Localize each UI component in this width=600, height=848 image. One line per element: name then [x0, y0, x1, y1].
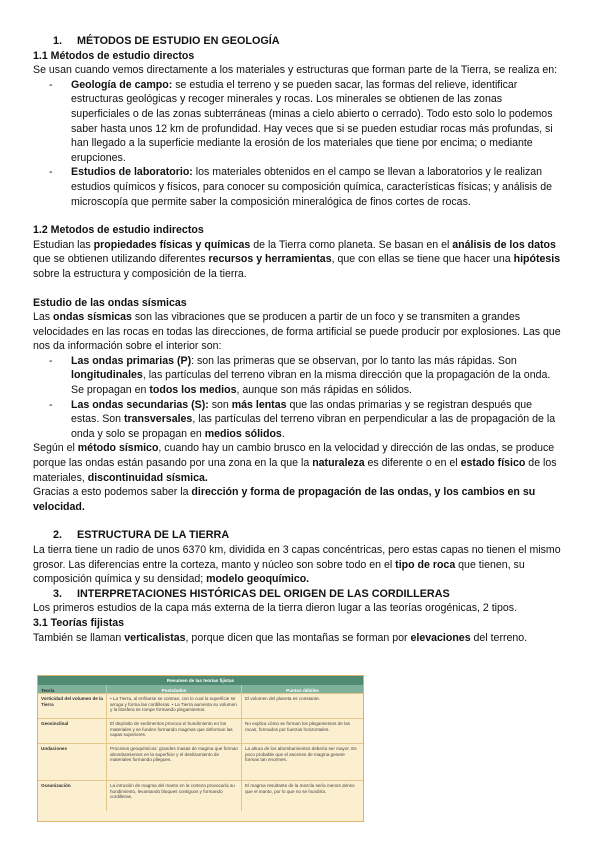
table-cell: El depósito de sedimentos provoca el hundimiento en los materiales y se funden formando magmas que deforman las capas superiores. [106, 719, 241, 743]
paragraph-fijistas: También se llaman verticalistas, porque dicen que las montañas se forman por elevaciones del terreno. [33, 631, 528, 644]
table-caption: Resumen de las teorías fijistas [38, 676, 363, 685]
section-3-heading: 3. INTERPRETACIONES HISTÓRICAS DEL ORIGEN DE LAS CORDILLERAS [53, 587, 450, 600]
waves-list [33, 354, 563, 442]
paragraph-interpretaciones: Los primeros estudios de la capa más externa de la tierra dieron lugar a las teorías orogénicas, 2 tipos. [33, 602, 518, 615]
paragraph-ondas: Las ondas sísmicas son las vibraciones que se producen a partir de un foco y se transmiten a grandes velocidades en las rocas en todas las direcciones, de forma artificial se puede producir por explosiones. Las que nos da información sobre el interior son: [33, 311, 561, 353]
table-cell: Oceanización [41, 783, 71, 788]
table-row [38, 780, 363, 811]
fijistas-summary-table [37, 675, 364, 822]
table-cell: La altura de los abombamientos debería ser mayor. Es poco probable que el ascenso de magma genere formas tan enormes. [241, 744, 363, 780]
item-text: los materiales obtenidos en el campo se llevan a laboratorios y le realizan estudios químicos y físicos, para conocer su composición química, características físicas; y análisis de microscopía que permite saber la composición mineralógica de finos cortes de rocas. [71, 166, 553, 208]
list-item-laboratorio [71, 165, 563, 209]
direct-methods-list [33, 78, 563, 209]
section-number: 1. [53, 35, 63, 47]
table-cell: La intrusión de magma del manto en la corteza provocaría su hundimiento, levantando bloques contiguos y formando cordilleras. [106, 781, 241, 811]
section-1-heading [33, 34, 563, 49]
list-item-primarias: - Las ondas primarias (P): son las primeras que se observan, por lo tanto las más rápidas. Son longitudinales, las partículas del terreno vibran en la misma dirección que la propagación de la onda. Se propagan en todos los medios, aunque son más rápidas en sólidos. [71, 354, 563, 398]
table-header-cell: Teoría [41, 688, 55, 693]
subsection-1-1-heading: 1.1 Métodos de estudio directos [33, 49, 195, 62]
section-2-heading: 2. ESTRUCTURA DE LA TIERRA [53, 529, 230, 542]
bold-label: Estudios de laboratorio: [71, 166, 193, 179]
subsection-1-2-heading: 1.2 Metodos de estudio indirectos [33, 224, 204, 237]
table-cell: Procesos geoquímicos: grandes masas de magma que forman abombamientos en la superficie y el deslizamiento de materiales formando pliegues. [106, 744, 241, 780]
paragraph-metodo-sismico: Según el método sísmico, cuando hay un cambio brusco en la velocidad y dirección de las ondas, se produce porque las ondas están pasando por una zona en la que la naturaleza es diferente o en el estado físico de los materiales, discontinuidad sísmica. [33, 442, 557, 484]
item-text: se estudia el terreno y se pueden sacar, las formas del relieve, identificar estructuras geológicas y recoger minerales y rocas. Los minerales se obtienen de las zonas superficiales o de las zonas subterráneas (minas a cielo abierto o cerrado). Todo esto solo lo podemos saber hasta unos 12 km de profundidad. Hay veces que si se pueden estudiar rocas más profundas, si han llegado a la superficie mediante la erosión de los materiales que tiene por encima; o mediante erupciones. [71, 78, 553, 164]
section-title: MÉTODOS DE ESTUDIO EN GEOLOGÍA [77, 35, 280, 47]
table-cell: El magma resultante de la mezcla sería menos denso que el manto, por lo que no se hundiría. [241, 781, 363, 811]
document-page [33, 34, 563, 645]
list-item-campo [71, 78, 563, 166]
paragraph-indirect: Estudian las propiedades físicas y químicas de la Tierra como planeta. Se basan en el análisis de los datos que se obtienen utilizando diferentes recursos y herramientas, que con ellas se tiene que hacer una hipótesis sobre la estructura y composición de la tierra. [33, 238, 561, 280]
table-cell: Undaciones [41, 746, 68, 751]
paragraph-estructura: La tierra tiene un radio de unos 6370 km, dividida en 3 capas concéntricas, pero estas capas no tienen el mismo grosor. Las diferencias entre la corteza, manto y núcleo son sobre todo en el tipo de roca que tienen, su composición química y su densidad; modelo geoquímico. [33, 544, 561, 586]
table-header-row [38, 685, 363, 693]
bold-label: Geología de campo: [71, 78, 173, 91]
paragraph-gracias: Gracias a esto podemos saber la dirección y forma de propagación de las ondas, y los cambios en su velocidad. [33, 486, 536, 513]
ondas-heading: Estudio de las ondas sísmicas [33, 296, 187, 309]
table-cell: Vorticidad del volumen de la Tierra [41, 696, 103, 707]
subsection-3-1-heading: 3.1 Teorías fijistas [33, 616, 125, 629]
table-row [38, 743, 363, 780]
table-cell: • La Tierra, al enfriarse se contrae, con lo cual la superficie se arruga y forma las cordilleras. • La Tierra aumenta su volumen y la litosfera se rompe formando plegamientos. [106, 694, 241, 718]
table-cell: Geosinclinal [41, 721, 69, 726]
table-header-cell: Puntos débiles [241, 685, 363, 693]
table-cell: El volumen del planeta es constante. [241, 694, 363, 718]
list-item-secundarias: - Las ondas secundarias (S): son más lentas que las ondas primarias y se registran después que estas. Son transversales, las partículas del terreno vibran en perpendicular a las de propagación de la onda y solo se propagan en medios sólidos. [71, 398, 563, 442]
paragraph-intro: Se usan cuando vemos directamente a los materiales y estructuras que forman parte de la Tierra, se realiza en: [33, 64, 558, 77]
table-row [38, 693, 363, 718]
table-cell: No explica cómo se forman los plegamientos de las rocas, formados por fuerzas horizontales. [241, 719, 363, 743]
table-header-cell: Postulados [106, 685, 241, 693]
table-row [38, 718, 363, 743]
